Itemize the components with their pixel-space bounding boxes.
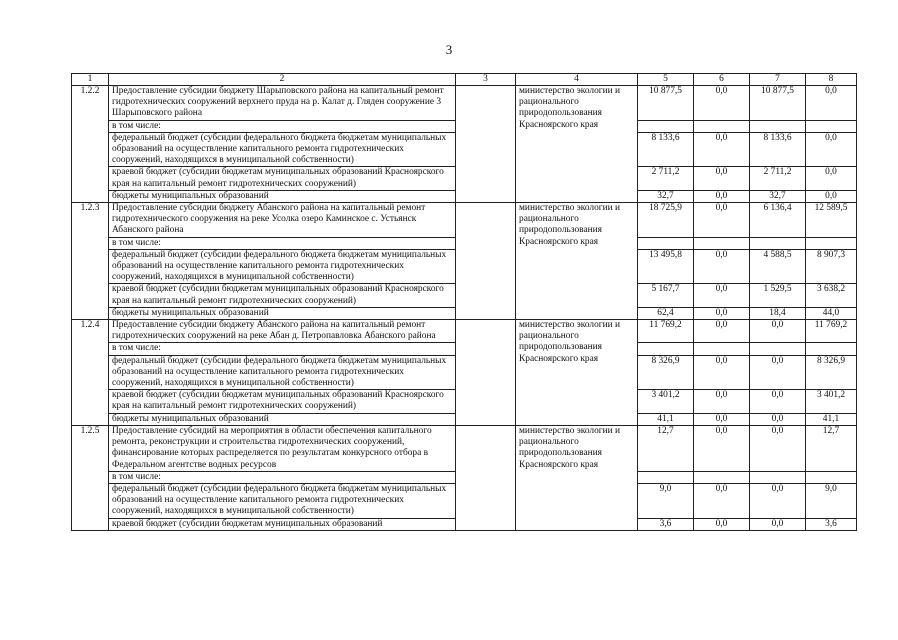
value-cell: 11 769,2 <box>638 320 694 343</box>
value-cell: 3 401,2 <box>638 390 694 413</box>
column-header: 7 <box>750 74 806 86</box>
value-cell: 9,0 <box>638 483 694 518</box>
budget-source-label: бюджеты муниципальных образований <box>109 190 456 202</box>
budget-source-label: бюджеты муниципальных образований <box>109 307 456 319</box>
column-header: 3 <box>456 74 516 86</box>
value-cell: 1 529,5 <box>750 284 806 307</box>
value-cell: 0,0 <box>694 132 750 167</box>
value-cell: 9,0 <box>806 483 857 518</box>
empty-cell <box>456 203 516 320</box>
value-cell: 6 136,4 <box>750 203 806 238</box>
value-cell: 11 769,2 <box>806 320 857 343</box>
empty-cell <box>456 320 516 426</box>
item-title: Предоставление субсидии бюджету Шарыповского района на капитальный ремонт гидротехнических сооружений верхнего пруда на р. Калат д. Гляден сооружение 3 Шарыповского района <box>109 86 456 121</box>
value-cell: 0,0 <box>694 167 750 190</box>
empty-cell <box>806 343 857 355</box>
item-row <box>72 320 857 343</box>
empty-cell <box>750 120 806 132</box>
empty-cell <box>694 237 750 249</box>
responsible-agency: министерство экологии и рационального природопользования Красноярского края <box>516 425 638 530</box>
value-cell: 3 401,2 <box>806 390 857 413</box>
value-cell: 8 907,3 <box>806 249 857 284</box>
item-number: 1.2.4 <box>72 320 109 426</box>
responsible-agency: министерство экологии и рационального природопользования Красноярского края <box>516 203 638 320</box>
value-cell: 10 877,5 <box>750 86 806 121</box>
value-cell: 10 877,5 <box>638 86 694 121</box>
header-row <box>72 74 857 86</box>
empty-cell <box>806 471 857 483</box>
column-header: 6 <box>694 74 750 86</box>
empty-cell <box>806 237 857 249</box>
column-header: 4 <box>516 74 638 86</box>
item-title: Предоставление субсидий на мероприятия в области обеспечения капитального ремонта, реконструкции и строительства гидротехнических сооружений, финансирование которых распределяется по результатам конкурсного отбора в Федеральном агентстве водных ресурсов <box>109 425 456 471</box>
column-header: 8 <box>806 74 857 86</box>
value-cell: 0,0 <box>694 249 750 284</box>
value-cell: 41,1 <box>638 413 694 425</box>
value-cell: 44,0 <box>806 307 857 319</box>
budget-source-label: краевой бюджет (субсидии бюджетам муниципальных образований Красноярского края на капитальный ремонт гидротехнических сооружений) <box>109 284 456 307</box>
item-number: 1.2.3 <box>72 203 109 320</box>
value-cell: 0,0 <box>750 518 806 530</box>
value-cell: 3,6 <box>638 518 694 530</box>
value-cell: 8 326,9 <box>806 355 857 390</box>
value-cell: 3 638,2 <box>806 284 857 307</box>
empty-cell <box>694 343 750 355</box>
value-cell: 0,0 <box>806 167 857 190</box>
responsible-agency: министерство экологии и рационального природопользования Красноярского края <box>516 86 638 203</box>
value-cell: 12 589,5 <box>806 203 857 238</box>
item-row <box>72 203 857 238</box>
empty-cell <box>638 471 694 483</box>
value-cell: 8 326,9 <box>638 355 694 390</box>
value-cell: 0,0 <box>750 413 806 425</box>
budget-source-label: краевой бюджет (субсидии бюджетам муниципальных образований Красноярского края на капитальный ремонт гидротехнических сооружений) <box>109 390 456 413</box>
value-cell: 0,0 <box>750 390 806 413</box>
value-cell: 0,0 <box>694 307 750 319</box>
value-cell: 32,7 <box>750 190 806 202</box>
budget-source-label: федеральный бюджет (субсидии федерального бюджета бюджетам муниципальных образований на осуществление капитального ремонта гидротехнических сооружений, находящихся в муниципальной собственности) <box>109 483 456 518</box>
item-row <box>72 425 857 471</box>
value-cell: 8 133,6 <box>750 132 806 167</box>
budget-source-label: бюджеты муниципальных образований <box>109 413 456 425</box>
value-cell: 8 133,6 <box>638 132 694 167</box>
empty-cell <box>638 343 694 355</box>
value-cell: 0,0 <box>694 390 750 413</box>
responsible-agency: министерство экологии и рационального природопользования Красноярского края <box>516 320 638 426</box>
empty-cell <box>750 471 806 483</box>
value-cell: 0,0 <box>694 203 750 238</box>
value-cell: 0,0 <box>750 483 806 518</box>
item-title: Предоставление субсидии бюджету Абанского района на капитальный ремонт гидротехнического сооружения на реке Усолка озеро Каминское с. Устьянск Абанского района <box>109 203 456 238</box>
value-cell: 12,7 <box>806 425 857 471</box>
value-cell: 0,0 <box>806 190 857 202</box>
column-header: 1 <box>72 74 109 86</box>
budget-table <box>71 73 857 531</box>
empty-cell <box>638 120 694 132</box>
value-cell: 0,0 <box>806 132 857 167</box>
empty-cell <box>456 86 516 203</box>
value-cell: 0,0 <box>694 320 750 343</box>
value-cell: 13 495,8 <box>638 249 694 284</box>
value-cell: 0,0 <box>694 483 750 518</box>
empty-cell <box>750 237 806 249</box>
value-cell: 0,0 <box>694 413 750 425</box>
empty-cell <box>694 120 750 132</box>
value-cell: 12,7 <box>638 425 694 471</box>
value-cell: 5 167,7 <box>638 284 694 307</box>
value-cell: 3,6 <box>806 518 857 530</box>
including-label: в том числе: <box>109 471 456 483</box>
empty-cell <box>806 120 857 132</box>
value-cell: 2 711,2 <box>638 167 694 190</box>
budget-source-label: федеральный бюджет (субсидии федерального бюджета бюджетам муниципальных образований на осуществление капитального ремонта гидротехнических сооружений, находящихся в муниципальной собственности) <box>109 249 456 284</box>
value-cell: 41,1 <box>806 413 857 425</box>
value-cell: 4 588,5 <box>750 249 806 284</box>
column-header: 5 <box>638 74 694 86</box>
value-cell: 0,0 <box>750 425 806 471</box>
empty-cell <box>694 471 750 483</box>
including-label: в том числе: <box>109 120 456 132</box>
empty-cell <box>456 425 516 530</box>
value-cell: 0,0 <box>750 355 806 390</box>
including-label: в том числе: <box>109 237 456 249</box>
value-cell: 0,0 <box>694 190 750 202</box>
column-header: 2 <box>109 74 456 86</box>
value-cell: 0,0 <box>694 355 750 390</box>
value-cell: 62,4 <box>638 307 694 319</box>
including-label: в том числе: <box>109 343 456 355</box>
budget-source-label: краевой бюджет (субсидии бюджетам муниципальных образований Красноярского края на капитальный ремонт гидротехнических сооружений) <box>109 167 456 190</box>
value-cell: 18,4 <box>750 307 806 319</box>
budget-source-label: федеральный бюджет (субсидии федерального бюджета бюджетам муниципальных образований на осуществление капитального ремонта гидротехнических сооружений, находящихся в муниципальной собственности) <box>109 132 456 167</box>
value-cell: 18 725,9 <box>638 203 694 238</box>
item-number: 1.2.5 <box>72 425 109 530</box>
value-cell: 0,0 <box>806 86 857 121</box>
item-number: 1.2.2 <box>72 86 109 203</box>
value-cell: 0,0 <box>750 320 806 343</box>
item-row <box>72 86 857 121</box>
item-title: Предоставление субсидии бюджету Абанского района на капитальный ремонт гидротехнических сооружений на реке Абан д. Петропавловка Абанского района <box>109 320 456 343</box>
value-cell: 0,0 <box>694 518 750 530</box>
value-cell: 32,7 <box>638 190 694 202</box>
budget-source-label: федеральный бюджет (субсидии федерального бюджета бюджетам муниципальных образований на осуществление капитального ремонта гидротехнических сооружений, находящихся в муниципальной собственности) <box>109 355 456 390</box>
empty-cell <box>638 237 694 249</box>
budget-source-label: краевой бюджет (субсидии бюджетам муниципальных образований <box>109 518 456 530</box>
value-cell: 2 711,2 <box>750 167 806 190</box>
empty-cell <box>750 343 806 355</box>
value-cell: 0,0 <box>694 284 750 307</box>
value-cell: 0,0 <box>694 86 750 121</box>
page-number: 3 <box>445 42 453 57</box>
value-cell: 0,0 <box>694 425 750 471</box>
